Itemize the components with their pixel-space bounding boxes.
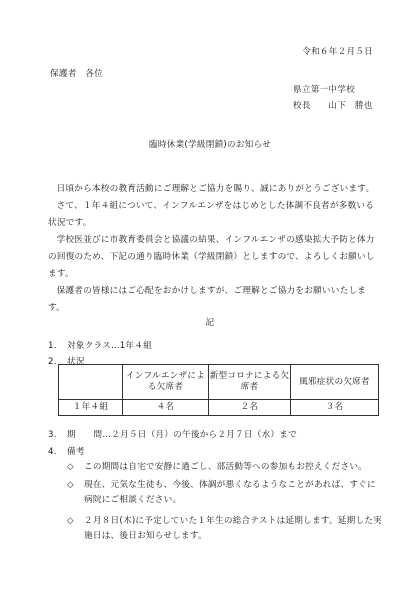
paragraph-greeting: 日頃から本校の教育活動にご理解とご協力を賜り、誠にありがとうございます。 [56, 184, 375, 194]
table-row [59, 400, 379, 416]
principal-name: 校長 山下 勝也 [293, 101, 373, 111]
diamond-bullet-icon: ◇ [67, 516, 74, 526]
absence-table [58, 364, 379, 416]
table-header-cell: 新型コロナによる欠席者 [209, 365, 291, 400]
item-number: 1. [48, 341, 57, 351]
table-cell: １年４組 [59, 400, 123, 416]
paragraph-situation: さて、１年４組について、インフルエンザをはじめとした体調不良者が多数いる状況です。 [48, 201, 375, 228]
diamond-bullet-icon: ◇ [67, 480, 74, 490]
table-header-row [59, 365, 379, 400]
paragraph-decision: 学校医並びに市教育委員会と協議の結果、インフルエンザの感染拡大予防と体力の回復のため、下記の通り臨時休業（学級閉鎖）としますので、よろしくお願いします。 [48, 235, 375, 279]
table-header-cell [59, 365, 123, 400]
table-header-cell: インフルエンザによる欠席者 [123, 365, 209, 400]
diamond-bullet-icon: ◇ [67, 462, 74, 472]
item-remarks: 備考 [67, 447, 85, 457]
table-header-cell: 風邪症状の欠席者 [291, 365, 379, 400]
school-name: 県立第一中学校 [293, 85, 355, 95]
issue-date: 令和６年２月５日 [302, 47, 373, 57]
item-number: 2. [48, 357, 57, 367]
table-cell: ４名 [123, 400, 209, 416]
note-item: ２月８日(木)に予定していた１年生の総合テストは延期します。延期した実施日は、後日お知らせします。 [84, 516, 383, 541]
document-title: 臨時休業(学級閉鎖)のお知らせ [149, 140, 271, 150]
item-period: 期 間…２月５日（月）の午後から２月７日（水）まで [67, 430, 297, 440]
note-item: この期間は自宅で安静に過ごし、部活動等への参加もお控えください。 [84, 462, 368, 472]
item-number: 4. [48, 447, 57, 457]
item-status: 状況 [67, 357, 85, 367]
note-item: 現在、元気な生徒も、今後、体調が悪くなるようなことがあれば、すぐに病院にご相談ください。 [84, 480, 376, 505]
ki-heading: 記 [205, 318, 215, 328]
table-cell: ２名 [209, 400, 291, 416]
paragraph-request: 保護者の皆様にはご心配をおかけしますが、ご理解とご協力をお願いいたします。 [48, 286, 367, 313]
table-cell: ３名 [291, 400, 379, 416]
item-target-class: 対象クラス…1年４組 [67, 341, 153, 351]
recipient: 保護者 各位 [50, 69, 104, 79]
item-number: 3. [48, 430, 57, 440]
